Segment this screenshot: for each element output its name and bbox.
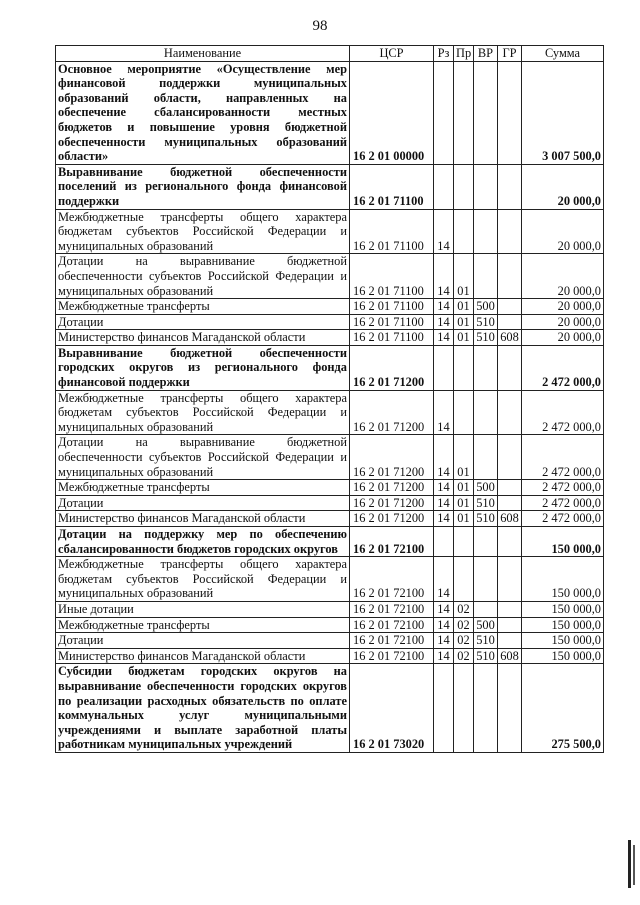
cell-gr: [498, 61, 522, 164]
cell-csr: 16 2 01 71200: [350, 435, 434, 480]
cell-rz: 14: [434, 299, 454, 315]
cell-name: Иные дотации: [56, 601, 350, 617]
cell-name: Дотации на выравнивание бюджетной обеспеченности субъектов Российской Федерации и муниципальных образований: [56, 254, 350, 299]
cell-name: Министерство финансов Магаданской области: [56, 648, 350, 664]
cell-name: Дотации: [56, 633, 350, 649]
cell-vr: 510: [474, 648, 498, 664]
table-row: [56, 61, 604, 164]
cell-pr: [454, 164, 474, 209]
cell-csr: 16 2 01 72100: [350, 527, 434, 557]
cell-rz: 14: [434, 390, 454, 435]
cell-sum: 150 000,0: [522, 527, 604, 557]
cell-vr: [474, 664, 498, 753]
cell-vr: 500: [474, 480, 498, 496]
cell-gr: [498, 633, 522, 649]
cell-name: Межбюджетные трансферты общего характера бюджетам субъектов Российской Федерации и муниципальных образований: [56, 390, 350, 435]
table-row: [56, 495, 604, 511]
cell-sum: 20 000,0: [522, 209, 604, 254]
cell-gr: [498, 164, 522, 209]
table-row: [56, 527, 604, 557]
cell-name: Выравнивание бюджетной обеспеченности поселений из регионального фонда финансовой поддержки: [56, 164, 350, 209]
scan-edge-mark-secondary: [633, 845, 635, 885]
cell-pr: 01: [454, 480, 474, 496]
cell-name: Дотации: [56, 314, 350, 330]
cell-name: Дотации: [56, 495, 350, 511]
cell-pr: [454, 390, 474, 435]
cell-sum: 20 000,0: [522, 254, 604, 299]
cell-csr: 16 2 01 72100: [350, 557, 434, 602]
cell-pr: 02: [454, 617, 474, 633]
cell-csr: 16 2 01 71200: [350, 390, 434, 435]
cell-pr: 02: [454, 648, 474, 664]
cell-csr: 16 2 01 71200: [350, 495, 434, 511]
cell-vr: 510: [474, 314, 498, 330]
page-number: 98: [312, 18, 328, 34]
cell-sum: 2 472 000,0: [522, 511, 604, 527]
cell-csr: 16 2 01 71200: [350, 345, 434, 390]
table-row: [56, 330, 604, 346]
cell-rz: 14: [434, 633, 454, 649]
cell-gr: 608: [498, 330, 522, 346]
cell-pr: [454, 209, 474, 254]
cell-vr: [474, 209, 498, 254]
cell-vr: [474, 557, 498, 602]
cell-csr: 16 2 01 72100: [350, 601, 434, 617]
cell-pr: 01: [454, 314, 474, 330]
cell-rz: [434, 664, 454, 753]
cell-pr: 02: [454, 601, 474, 617]
cell-name: Межбюджетные трансферты общего характера бюджетам субъектов Российской Федерации и муниципальных образований: [56, 557, 350, 602]
header-name: Наименование: [56, 46, 350, 62]
cell-vr: 510: [474, 495, 498, 511]
cell-gr: [498, 601, 522, 617]
cell-gr: [498, 390, 522, 435]
cell-gr: [498, 209, 522, 254]
cell-pr: [454, 557, 474, 602]
cell-csr: 16 2 01 00000: [350, 61, 434, 164]
cell-rz: 14: [434, 330, 454, 346]
cell-sum: 2 472 000,0: [522, 495, 604, 511]
cell-pr: 01: [454, 299, 474, 315]
table-row: [56, 617, 604, 633]
cell-rz: 14: [434, 480, 454, 496]
cell-name: Выравнивание бюджетной обеспеченности городских округов из регионального фонда финансовой поддержки: [56, 345, 350, 390]
header-vr: ВР: [474, 46, 498, 62]
cell-vr: 500: [474, 299, 498, 315]
cell-sum: 2 472 000,0: [522, 345, 604, 390]
cell-pr: 02: [454, 633, 474, 649]
cell-name: Основное мероприятие «Осуществление мер финансовой поддержки муниципальных образований области, направленных на обеспечение сбалансированности местных бюджетов и повышение уровня бюджетной обеспеченности муниципальных образований области»: [56, 61, 350, 164]
cell-sum: 150 000,0: [522, 633, 604, 649]
cell-vr: 500: [474, 617, 498, 633]
table-row: [56, 480, 604, 496]
table-row: [56, 511, 604, 527]
cell-sum: 20 000,0: [522, 164, 604, 209]
cell-gr: [498, 495, 522, 511]
cell-csr: 16 2 01 72100: [350, 648, 434, 664]
table-row: [56, 648, 604, 664]
cell-rz: [434, 164, 454, 209]
cell-rz: 14: [434, 495, 454, 511]
cell-sum: 2 472 000,0: [522, 480, 604, 496]
cell-gr: 608: [498, 648, 522, 664]
cell-vr: [474, 254, 498, 299]
cell-gr: [498, 557, 522, 602]
cell-sum: 150 000,0: [522, 617, 604, 633]
header-pr: Пр: [454, 46, 474, 62]
cell-csr: 16 2 01 71100: [350, 209, 434, 254]
cell-csr: 16 2 01 71100: [350, 314, 434, 330]
cell-pr: [454, 664, 474, 753]
cell-name: Межбюджетные трансферты: [56, 299, 350, 315]
cell-gr: [498, 299, 522, 315]
table-row: [56, 299, 604, 315]
cell-rz: [434, 345, 454, 390]
cell-pr: 01: [454, 435, 474, 480]
cell-name: Министерство финансов Магаданской области: [56, 511, 350, 527]
cell-sum: 2 472 000,0: [522, 390, 604, 435]
cell-sum: 150 000,0: [522, 648, 604, 664]
table-row: [56, 664, 604, 753]
cell-sum: 20 000,0: [522, 299, 604, 315]
header-gr: ГР: [498, 46, 522, 62]
budget-table: [55, 45, 604, 753]
cell-gr: [498, 480, 522, 496]
scan-edge-mark: [628, 840, 631, 888]
cell-sum: 150 000,0: [522, 557, 604, 602]
cell-vr: 510: [474, 511, 498, 527]
cell-vr: [474, 601, 498, 617]
table-header-row: [56, 46, 604, 62]
cell-vr: [474, 345, 498, 390]
table-row: [56, 314, 604, 330]
cell-rz: 14: [434, 435, 454, 480]
cell-rz: 14: [434, 254, 454, 299]
cell-pr: 01: [454, 330, 474, 346]
table-row: [56, 390, 604, 435]
cell-rz: [434, 527, 454, 557]
cell-sum: 150 000,0: [522, 601, 604, 617]
table-row: [56, 164, 604, 209]
cell-sum: 20 000,0: [522, 330, 604, 346]
cell-pr: [454, 61, 474, 164]
cell-name: Межбюджетные трансферты общего характера бюджетам субъектов Российской Федерации и муниципальных образований: [56, 209, 350, 254]
cell-gr: [498, 254, 522, 299]
cell-sum: 275 500,0: [522, 664, 604, 753]
cell-pr: 01: [454, 254, 474, 299]
cell-name: Дотации на выравнивание бюджетной обеспеченности субъектов Российской Федерации и муниципальных образований: [56, 435, 350, 480]
cell-gr: [498, 664, 522, 753]
cell-rz: 14: [434, 557, 454, 602]
cell-gr: [498, 527, 522, 557]
table-row: [56, 633, 604, 649]
cell-gr: [498, 314, 522, 330]
header-sum: Сумма: [522, 46, 604, 62]
cell-rz: 14: [434, 209, 454, 254]
cell-name: Министерство финансов Магаданской области: [56, 330, 350, 346]
cell-gr: [498, 435, 522, 480]
cell-rz: 14: [434, 601, 454, 617]
cell-vr: [474, 390, 498, 435]
table-row: [56, 601, 604, 617]
cell-csr: 16 2 01 71200: [350, 480, 434, 496]
cell-gr: 608: [498, 511, 522, 527]
table-row: [56, 345, 604, 390]
table-row: [56, 254, 604, 299]
cell-name: Дотации на поддержку мер по обеспечению сбалансированности бюджетов городских округов: [56, 527, 350, 557]
cell-csr: 16 2 01 71100: [350, 164, 434, 209]
cell-csr: 16 2 01 71200: [350, 511, 434, 527]
cell-pr: 01: [454, 495, 474, 511]
cell-vr: 510: [474, 633, 498, 649]
cell-rz: 14: [434, 617, 454, 633]
cell-csr: 16 2 01 71100: [350, 299, 434, 315]
cell-vr: [474, 527, 498, 557]
table-row: [56, 557, 604, 602]
cell-pr: 01: [454, 511, 474, 527]
cell-vr: 510: [474, 330, 498, 346]
cell-csr: 16 2 01 73020: [350, 664, 434, 753]
cell-csr: 16 2 01 72100: [350, 617, 434, 633]
cell-rz: 14: [434, 511, 454, 527]
cell-csr: 16 2 01 72100: [350, 633, 434, 649]
cell-gr: [498, 345, 522, 390]
table-row: [56, 435, 604, 480]
cell-pr: [454, 345, 474, 390]
cell-gr: [498, 617, 522, 633]
header-csr: ЦСР: [350, 46, 434, 62]
cell-name: Межбюджетные трансферты: [56, 617, 350, 633]
cell-vr: [474, 435, 498, 480]
cell-rz: [434, 61, 454, 164]
cell-vr: [474, 164, 498, 209]
cell-sum: 3 007 500,0: [522, 61, 604, 164]
cell-pr: [454, 527, 474, 557]
cell-rz: 14: [434, 648, 454, 664]
header-rz: Рз: [434, 46, 454, 62]
cell-sum: 20 000,0: [522, 314, 604, 330]
table-row: [56, 209, 604, 254]
cell-sum: 2 472 000,0: [522, 435, 604, 480]
cell-csr: 16 2 01 71100: [350, 254, 434, 299]
cell-rz: 14: [434, 314, 454, 330]
cell-name: Межбюджетные трансферты: [56, 480, 350, 496]
cell-csr: 16 2 01 71100: [350, 330, 434, 346]
cell-vr: [474, 61, 498, 164]
cell-name: Субсидии бюджетам городских округов на выравнивание обеспеченности городских округов по реализации расходных обязательств по оплате коммунальных услуг муниципальными учреждениями и выплате заработной платы работникам муниципальных учреждений: [56, 664, 350, 753]
